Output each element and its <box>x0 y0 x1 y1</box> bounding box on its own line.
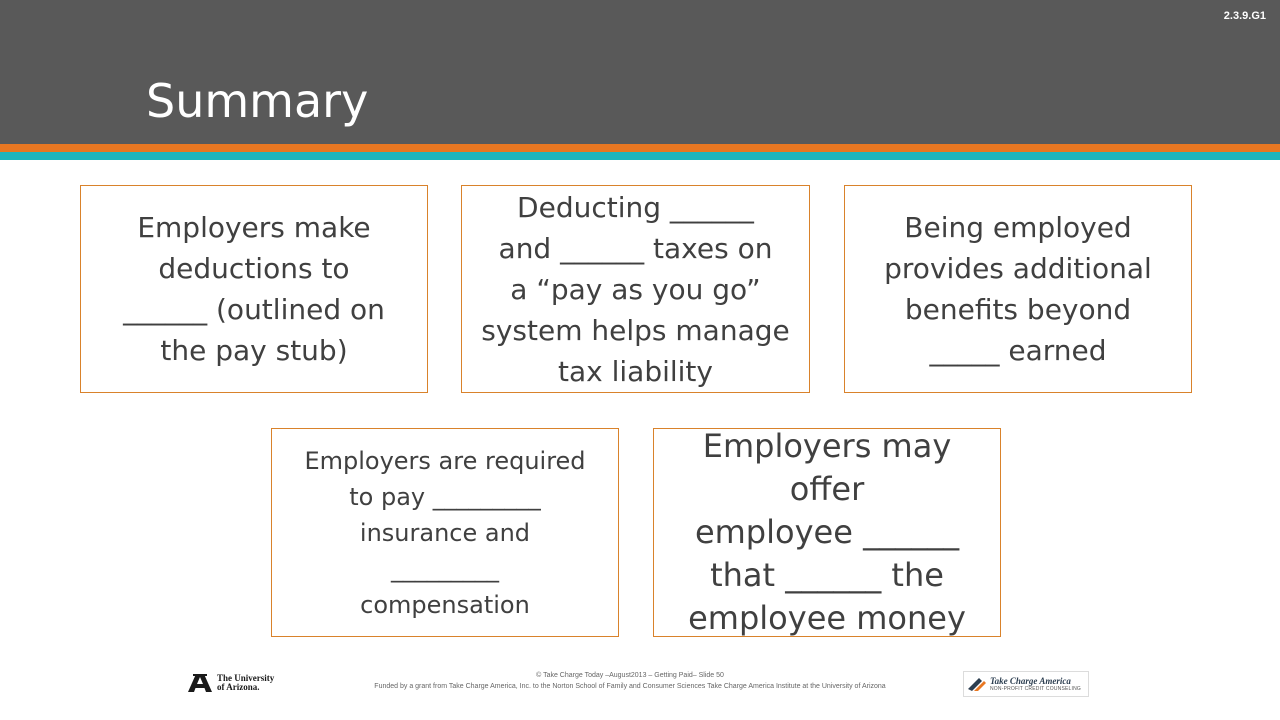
summary-box-benefits <box>844 185 1192 393</box>
footer-funding: Funded by a grant from Take Charge America, Inc. to the Norton School of Family and Consumer Sciences Take Charge America Institute at the University of Arizona <box>374 683 886 690</box>
summary-box-taxes <box>461 185 810 393</box>
summary-box-text: Employers may offer employee ______ that ______ the employee money <box>688 427 966 637</box>
summary-box-insurance <box>271 428 619 637</box>
tca-logo-tagline: NON-PROFIT CREDIT COUNSELING <box>990 685 1081 692</box>
take-charge-america-logo <box>963 671 1089 697</box>
slide-code: 2.3.9.G1 <box>1223 10 1266 22</box>
orange-accent-stripe <box>0 144 1280 152</box>
title-bar <box>0 0 1280 144</box>
summary-box-text: Being employed provides additional benefits beyond _____ earned <box>884 211 1152 367</box>
ua-wordmark-line2: of Arizona. <box>217 682 260 692</box>
summary-box-deductions <box>80 185 428 393</box>
summary-box-employee-offer <box>653 428 1001 637</box>
teal-accent-stripe <box>0 152 1280 160</box>
summary-box-text: Employers make deductions to ______ (outlined on the pay stub) <box>123 211 385 367</box>
university-of-arizona-logo <box>187 672 283 694</box>
footer-copyright: © Take Charge Today –August2013 – Getting Paid– Slide 50 <box>536 672 724 679</box>
ua-wordmark <box>217 674 274 692</box>
ua-wordmark-line1: The University <box>217 673 275 683</box>
summary-box-text: Employers are required to pay _________ insurance and _________ compensation <box>304 446 586 619</box>
slide-title: Summary <box>146 74 369 128</box>
summary-box-text: Deducting ______ and ______ taxes on a “pay as you go” system helps manage tax liability <box>481 190 790 388</box>
university-of-arizona-a-icon <box>187 673 213 693</box>
tca-logo-name: Take Charge America <box>990 675 1071 686</box>
take-charge-america-icon <box>967 675 987 693</box>
